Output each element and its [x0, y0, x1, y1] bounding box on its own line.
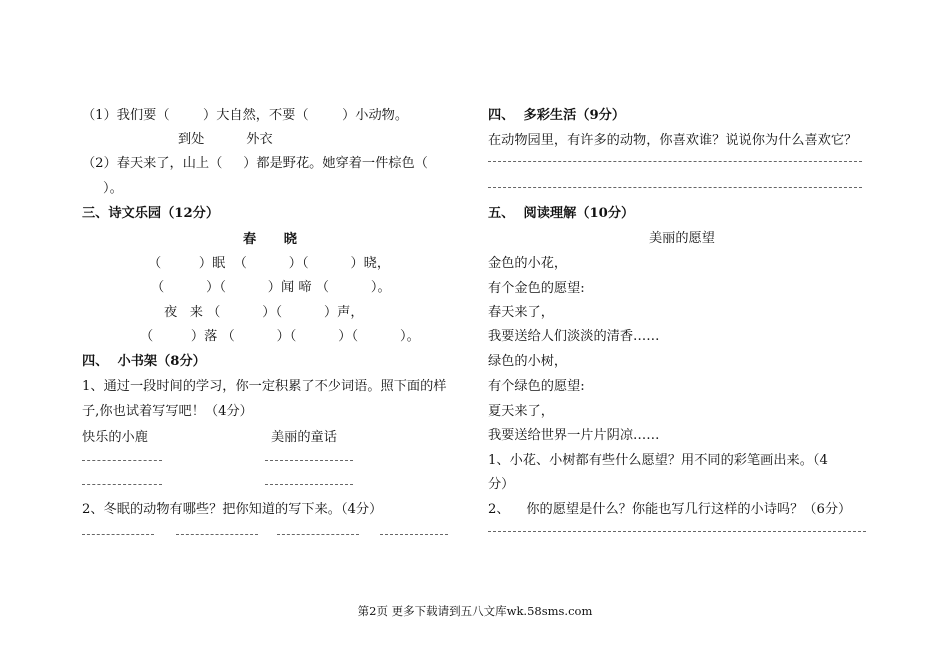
reading-line: 夏天来了，: [488, 404, 554, 419]
answer-blank: [380, 534, 448, 535]
reading-line: 金色的小花，: [488, 256, 568, 271]
section4-title: 四、 小书架（8分）: [82, 354, 206, 369]
s4-q2: 2、冬眠的动物有哪些？把你知道的写下来。（4分）: [82, 502, 383, 517]
answer-line: [488, 161, 862, 162]
s4-q1-line1: 1、通过一段时间的学习，你一定积累了不少词语。照下面的样: [82, 379, 447, 394]
answer-blank: [82, 484, 162, 485]
answer-blank: [265, 460, 353, 461]
reading-line: 我要送给人们淡淡的清香……: [488, 329, 660, 344]
poem-line3: 夜 来 （ ）（ ）声，: [164, 305, 364, 320]
section4-title-right: 四、 多彩生活（9分）: [488, 108, 626, 123]
s4-question-right: 在动物园里，有许多的动物，你喜欢谁？说说你为什么喜欢它？: [488, 133, 858, 148]
s4-q1-line2: 子,你也试着写写吧！（4分）: [82, 404, 253, 419]
reading-line: 绿色的小树，: [488, 354, 568, 369]
answer-line: [488, 531, 866, 532]
example-1: 快乐的小鹿: [82, 430, 148, 445]
r-q2: 2、 你的愿望是什么？你能也写几行这样的小诗吗？（6分）: [488, 502, 852, 517]
reading-line: 有个绿色的愿望:: [488, 379, 585, 394]
example-2: 美丽的童话: [271, 430, 337, 445]
section3-title: 三、诗文乐园（12分）: [82, 206, 220, 221]
r-q1-line1: 1、小花、小树都有些什么愿望？用不同的彩笔画出来。（4: [488, 453, 828, 468]
reading-title: 美丽的愿望: [649, 231, 715, 246]
page-footer: 第2页 更多下载请到五八文库wk.58sms.com: [357, 604, 593, 618]
answer-blank: [82, 460, 162, 461]
q1-options: 到处 外衣: [178, 132, 273, 147]
section5-title: 五、 阅读理解（10分）: [488, 206, 635, 221]
q2-line2: ）。: [103, 181, 123, 196]
reading-line: 有个金色的愿望:: [488, 281, 585, 296]
answer-blank: [265, 484, 353, 485]
reading-line: 春天来了，: [488, 305, 554, 320]
r-q1-line2: 分）: [488, 477, 515, 492]
poem-line4: （ ）落 （ ）（ ）（ ）。: [140, 329, 420, 344]
answer-blank: [82, 534, 154, 535]
poem-title: 春 晓: [243, 232, 297, 247]
answer-blank: [277, 534, 359, 535]
answer-blank: [176, 534, 258, 535]
q1-line1: （1）我们要（ ）大自然，不要（ ）小动物。: [82, 108, 409, 123]
poem-line2: （ ）（ ）闻 啼 （ ）。: [151, 280, 391, 295]
reading-line: 我要送给世界一片片阴凉……: [488, 428, 660, 443]
answer-line: [488, 187, 862, 188]
poem-line1: （ ）眠 （ ）（ ）晓，: [148, 256, 391, 271]
q2-line1: （2）春天来了，山上（ ）都是野花。她穿着一件棕色（: [82, 156, 428, 171]
